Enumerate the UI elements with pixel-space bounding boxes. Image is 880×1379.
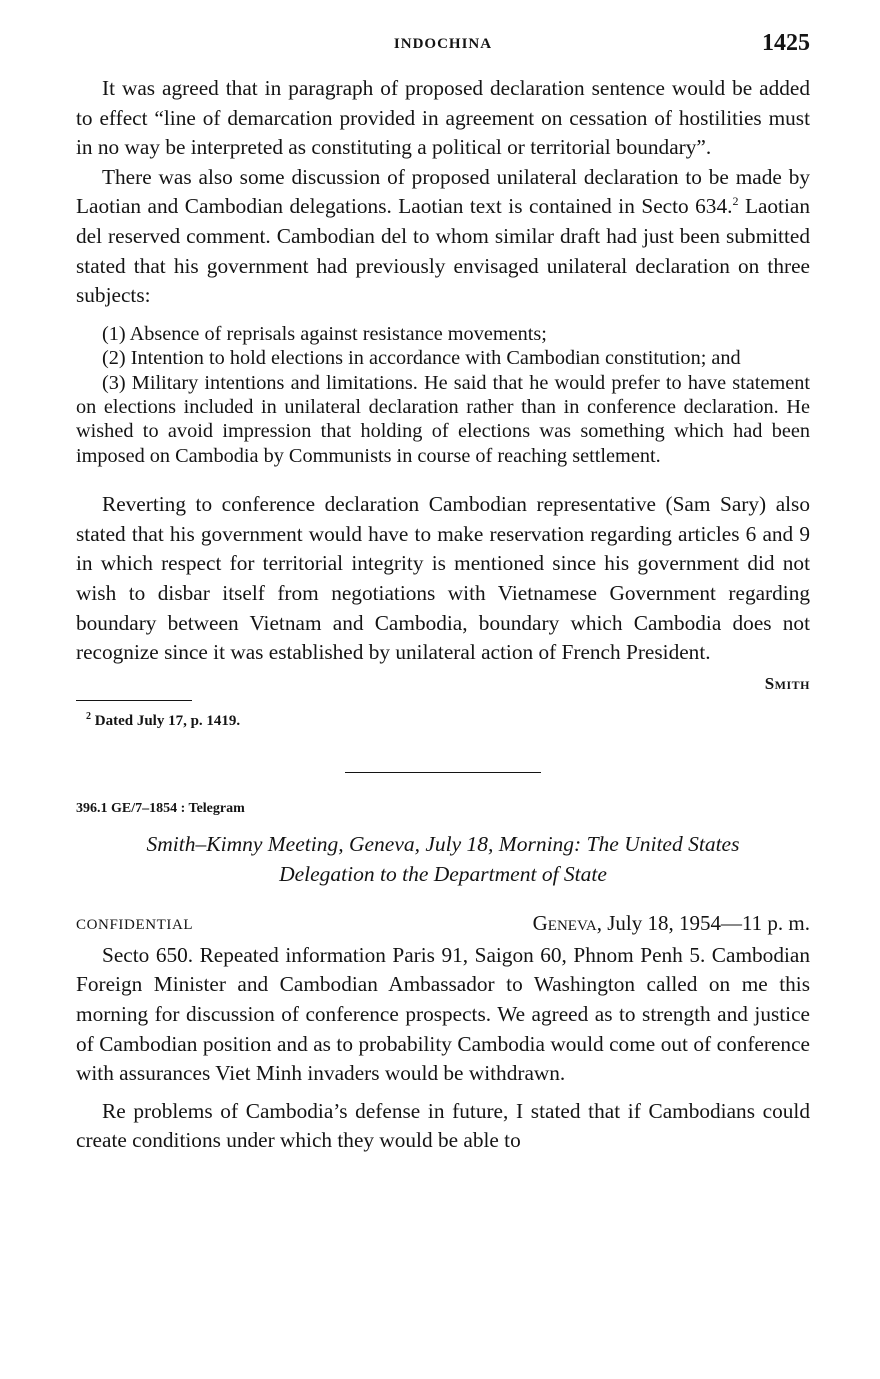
subjects-list — [76, 322, 810, 468]
paragraph-demarcation: It was agreed that in paragraph of proposed declaration sentence would be added to effect “line of demarcation provided in agreement on cessation of hostilities must in no way be interpreted as constituting a political or territorial boundary”. — [76, 76, 810, 160]
footnote-divider — [76, 700, 192, 701]
list-item: (1) Absence of reprisals against resistance movements; — [102, 322, 547, 345]
footnote-text: Dated July 17, p. 1419. — [94, 712, 241, 729]
document-title-line: Delegation to the Department of State — [279, 861, 607, 886]
document-title-line: Smith–Kimny Meeting, Geneva, July 18, Morning: The United States — [146, 831, 740, 856]
page-header — [76, 30, 810, 74]
footnote — [86, 710, 810, 730]
signature: Smith — [764, 673, 810, 693]
paragraph-text: There was also some discussion of proposed unilateral declaration to be made by Laotian and Cambodian delegations. Laotian text is contained in Secto 634. — [76, 164, 810, 219]
dateline — [76, 911, 810, 941]
list-item: (3) Military intentions and limitations. He said that he would prefer to have statement on elections included in unilateral declaration rather than in conference declaration. He wished to avoid impression that holding of elections was something which had been imposed on Cambodia by Communists in course of reaching settlement. — [76, 371, 810, 467]
paragraph-text: Laotian del reserved comment. Cambodian del to whom similar draft had just been submitted stated that his government had previously envisaged unilateral declaration on three subjects: — [76, 194, 810, 308]
page-number: 1425 — [762, 30, 810, 56]
paragraph-reservation: Reverting to conference declaration Cambodian representative (Sam Sary) also stated that his government would have to make reservation regarding articles 6 and 9 in which respect for territorial integrity is mentioned since his government did not wish to disbar itself from negotiations with Vietnamese Government regarding boundary between Vietnam and Cambodia, boundary which Cambodia does not recognize since it was established by unilateral action of French President. — [76, 492, 810, 665]
running-head: INDOCHINA — [393, 36, 493, 52]
classification-label: CONFIDENTIAL — [76, 916, 194, 933]
paragraph-defense: Re problems of Cambodia’s defense in future, I stated that if Cambodians could create conditions under which they would be able to — [76, 1098, 810, 1153]
date: , July 18, 1954—11 p. m. — [596, 910, 810, 935]
footnote-reference: 2 — [732, 194, 739, 209]
document-title — [76, 829, 810, 889]
footnote-marker: 2 — [86, 710, 91, 722]
document-page — [76, 30, 810, 1156]
list-item: (2) Intention to hold elections in accordance with Cambodian constitution; and — [102, 347, 741, 370]
place: Geneva — [532, 910, 597, 935]
section-divider — [345, 772, 541, 773]
file-reference: 396.1 GE/7–1854 : Telegram — [76, 800, 245, 816]
paragraph-unilateral-declaration — [76, 163, 810, 311]
paragraph-secto-650: Secto 650. Repeated information Paris 91, Saigon 60, Phnom Penh 5. Cambodian Foreign Minister and Cambodian Ambassador to Washington called on me this morning for discussion of conference prospects. We agreed as to strength and justice of Cambodian position and as to probability Cambodia would come out of conference with assurances Viet Minh invaders would be withdrawn. — [76, 942, 810, 1086]
place-date — [533, 911, 810, 936]
